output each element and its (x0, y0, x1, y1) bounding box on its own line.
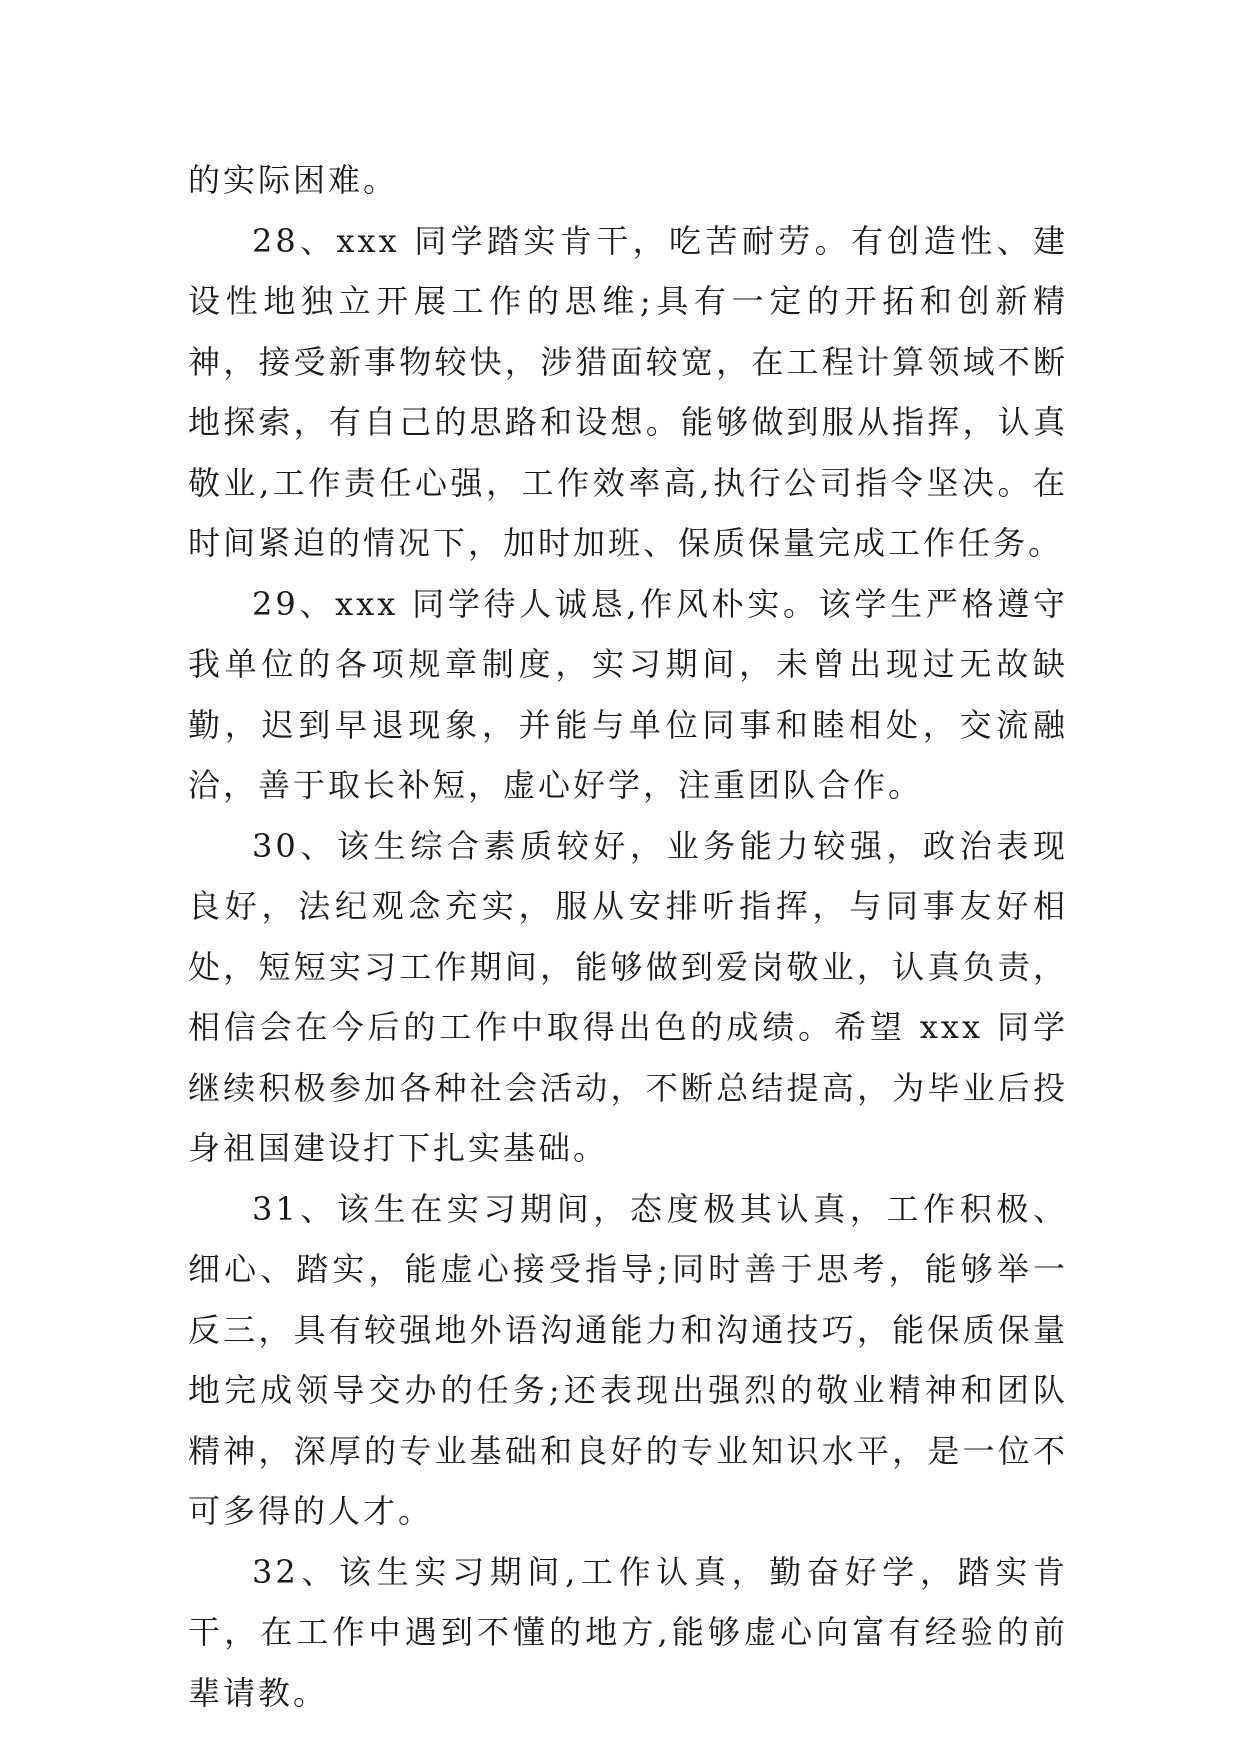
paragraph-item-31: 31、该生在实习期间，态度极其认真，工作积极、细心、踏实，能虚心接受指导;同时善于思考，能够举一反三，具有较强地外语沟通能力和沟通技巧，能保质保量地完成领导交办的任务;还表现出强烈的敬业精神和团队精神，深厚的专业基础和良好的专业知识水平，是一位不可多得的人才。 (188, 1189, 1068, 1530)
paragraph-item-30: 30、该生综合素质较好，业务能力较强，政治表现良好，法纪观念充实，服从安排听指挥，与同事友好相处，短短实习工作期间，能够做到爱岗敬业，认真负责，相信会在今后的工作中取得出色的成绩。希望 xxx 同学继续积极参加各种社会活动，不断总结提高，为毕业后投身祖国建设打下扎实基础。 (188, 826, 1068, 1167)
paragraph-item-28: 28、xxx 同学踏实肯干，吃苦耐劳。有创造性、建设性地独立开展工作的思维;具有一定的开拓和创新精神，接受新事物较快，涉猎面较宽，在工程计算领域不断地探索，有自己的思路和设想。能够做到服从指挥，认真敬业,工作责任心强，工作效率高,执行公司指令坚决。在时间紧迫的情况下，加时加班、保质保量完成工作任务。 (188, 221, 1068, 562)
paragraph-item-29: 29、xxx 同学待人诚恳,作风朴实。该学生严格遵守我单位的各项规章制度，实习期间，未曾出现过无故缺勤，迟到早退现象，并能与单位同事和睦相处，交流融洽，善于取长补短，虚心好学，注重团队合作。 (188, 584, 1068, 804)
paragraph-continuation: 的实际困难。 (188, 161, 399, 199)
paragraph-item-32: 32、该生实习期间,工作认真，勤奋好学，踏实肯干，在工作中遇到不懂的地方,能够虚心向富有经验的前辈请教。 (188, 1552, 1068, 1712)
document-body (188, 150, 1068, 1723)
